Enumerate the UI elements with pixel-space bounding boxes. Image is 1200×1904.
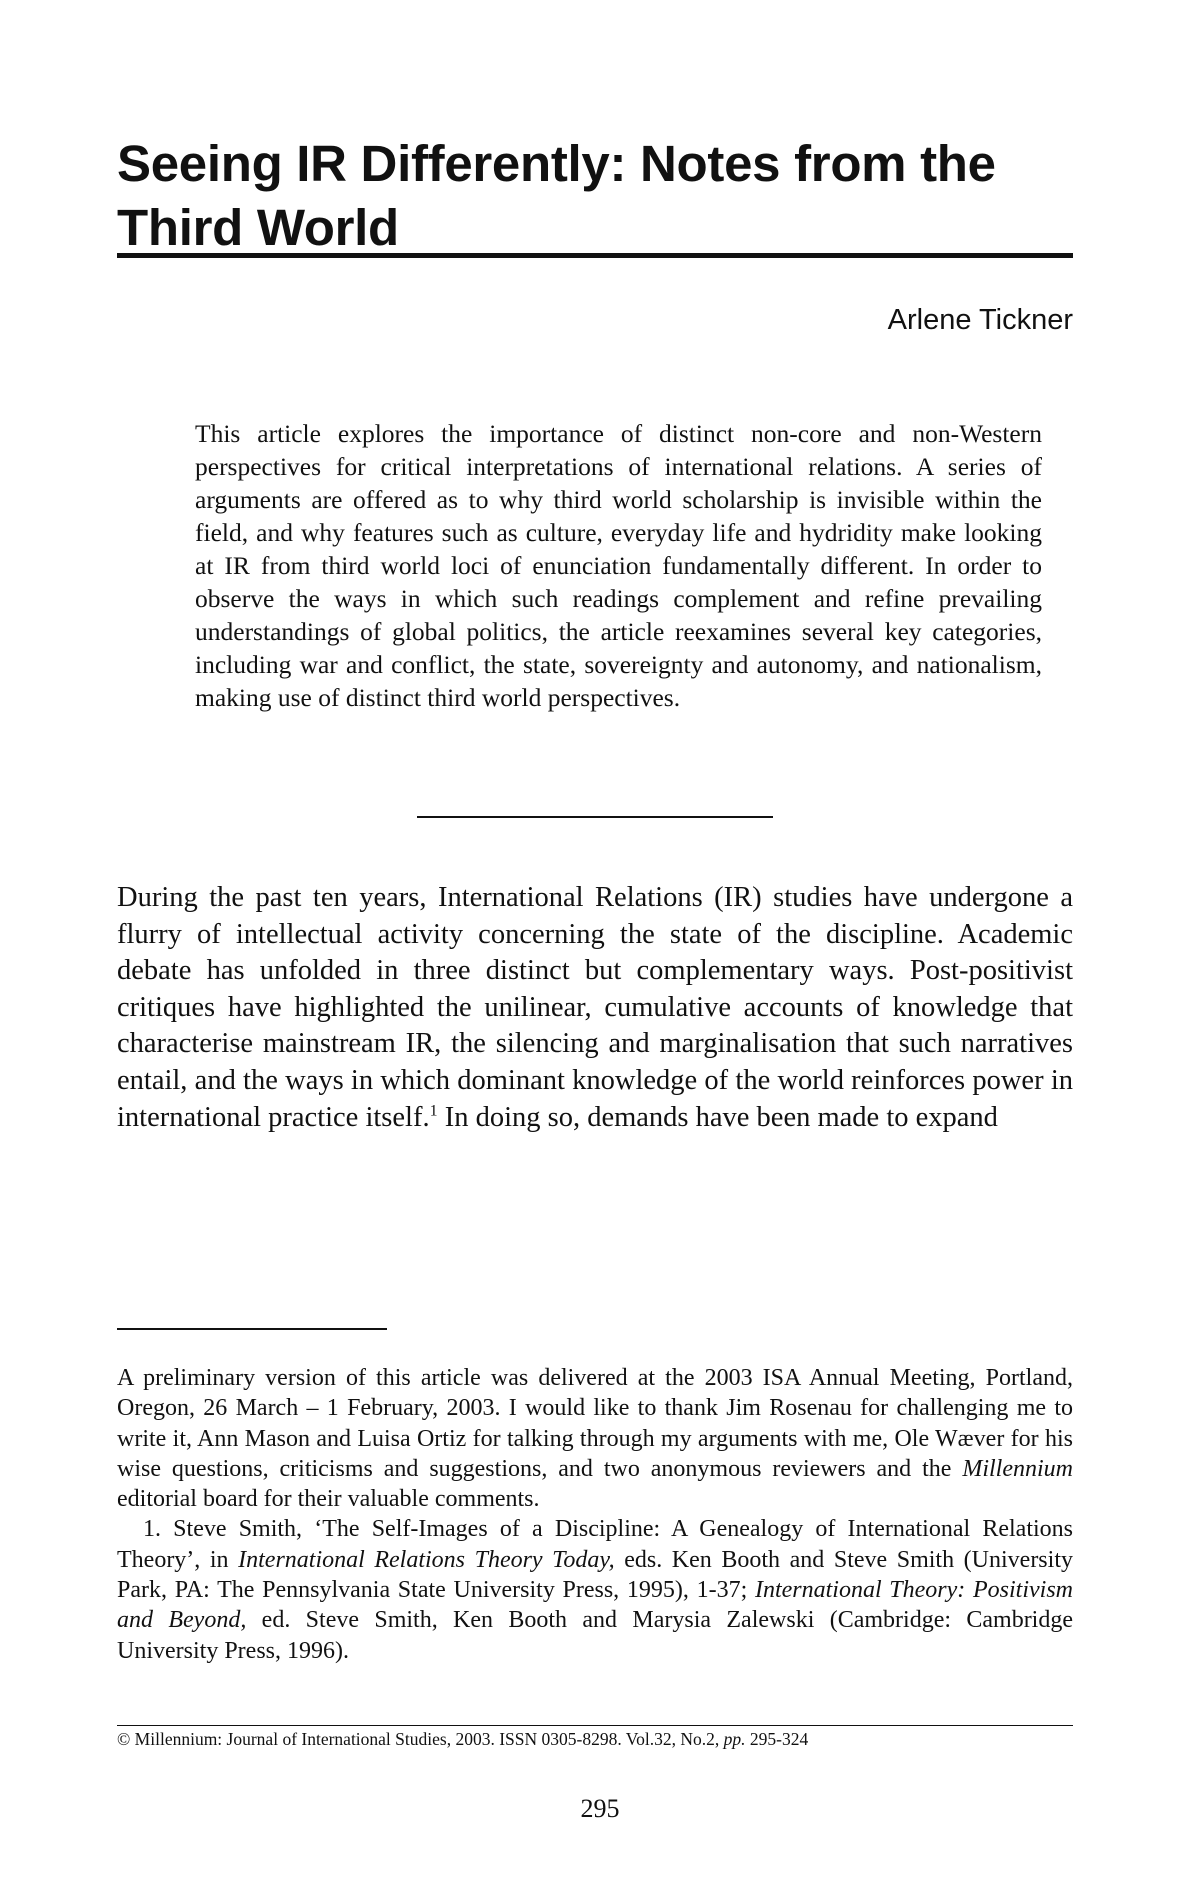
- footnote-acknowledgement: [117, 1363, 1073, 1514]
- footnote-1-part: 1. Steve Smith, ‘The Self-Images of a Discipline: A Genealogy of International Relations Theory’, in: [117, 1516, 1073, 1573]
- acknowledgement-text-end: editorial board for their valuable comments.: [117, 1486, 540, 1513]
- copyright-pp: pp.: [723, 1729, 746, 1749]
- footnote-1: [117, 1514, 1073, 1665]
- author-name: Arlene Tickner: [887, 304, 1073, 336]
- journal-name: Millennium: [962, 1455, 1073, 1482]
- footnote-1-part: ed. Steve Smith, Ken Booth and Marysia Zalewski (Cambridge: Cambridge University Press, 1996).: [117, 1607, 1074, 1664]
- copyright-text: © Millennium: Journal of International Studies, 2003. ISSN 0305-8298. Vol.32, No.2,: [117, 1729, 724, 1749]
- footnote-1-part: eds. Ken Booth and Steve Smith (University Park, PA: The Pennsylvania State University Press, 1995), 1-37;: [117, 1546, 1073, 1604]
- copyright-rule: [117, 1725, 1073, 1726]
- abstract-divider: [417, 816, 773, 818]
- footnote-reference: 1: [429, 1102, 438, 1120]
- footnote-1-book-title: International Relations Theory Today,: [238, 1546, 615, 1573]
- title-underline-rule: [117, 253, 1073, 258]
- footnotes: [117, 1363, 1073, 1666]
- acknowledgement-text: A preliminary version of this article was delivered at the 2003 ISA Annual Meeting, Portland, Oregon, 26 March – 1 February, 2003. I would like to thank Jim Rosenau for challenging me to write it, Ann Mason and Luisa Ortiz for talking through my arguments with me, Ole Wæver for his wise questions, criticisms and suggestions, and two anonymous reviewers and the: [117, 1365, 1073, 1482]
- copyright-pages: 295-324: [745, 1729, 809, 1749]
- body-text-continued: In doing so, demands have been made to expand: [437, 1101, 998, 1133]
- abstract: This article explores the importance of distinct non-core and non-Western perspectives for critical interpretations of international relations. A series of arguments are offered as to why third world scholarship is invisible within the field, and why features such as culture, everyday life and hydridity make looking at IR from third world loci of enunciation fundamentally different. In order to observe the ways in which such readings complement and refine prevailing understandings of global politics, the article reexamines several key categories, including war and conflict, the state, sovereignty and autonomy, and nationalism, making use of distinct third world perspectives.: [195, 419, 1042, 712]
- footnote-separator: [117, 1328, 387, 1330]
- article-title: Seeing IR Differently: Notes from the Third World: [117, 135, 996, 256]
- page-number: 295: [580, 1794, 620, 1823]
- body-text: During the past ten years, International Relations (IR) studies have undergone a flurry of intellectual activity concerning the state of the discipline. Academic debate has unfolded in three distinct but complementary ways. Post-positivist critiques have highlighted the unilinear, cumulative accounts of knowledge that characterise mainstream IR, the silencing and marginalisation that such narratives entail, and the ways in which dominant knowledge of the world reinforces power in international practice itself.: [117, 882, 1073, 1133]
- copyright-line: [117, 1727, 1073, 1751]
- footnote-1-book-title: International Theory: Positivism and Beyond,: [117, 1577, 1073, 1634]
- body-paragraph: [117, 880, 1073, 1136]
